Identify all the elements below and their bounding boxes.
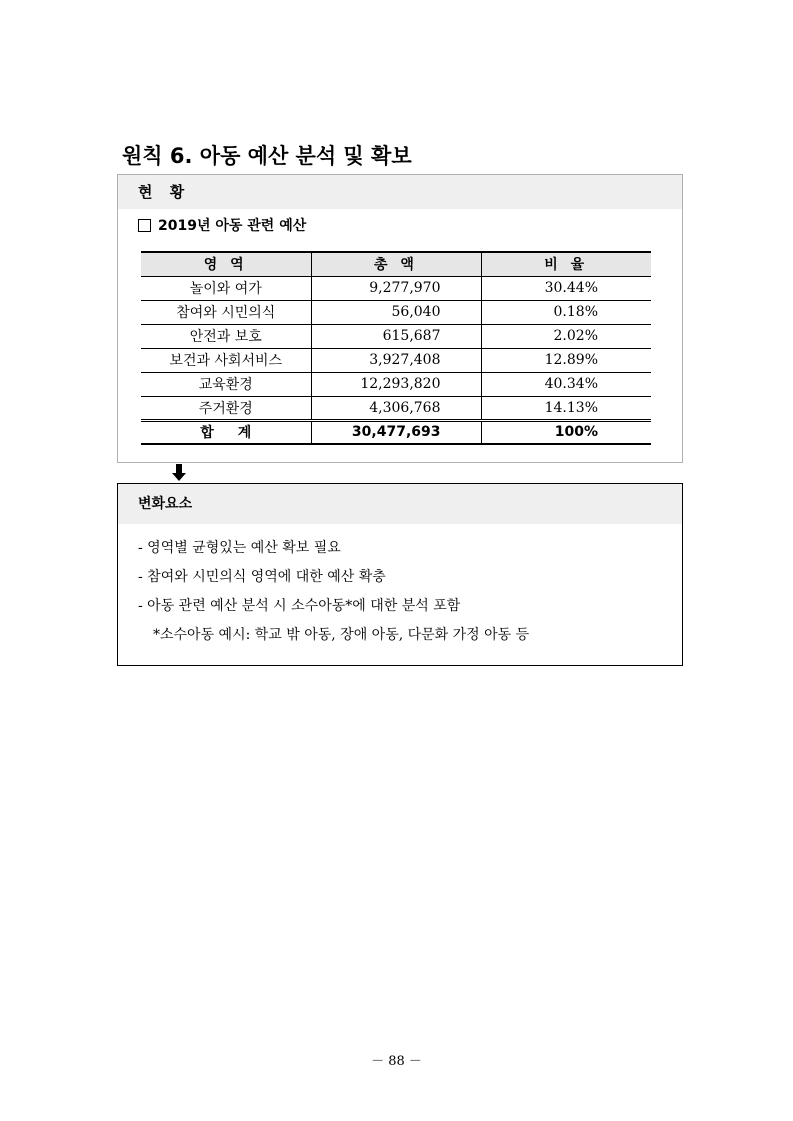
row-ratio: 14.13%: [481, 396, 651, 420]
list-item: - 영역별 균형있는 예산 확보 필요: [138, 540, 341, 556]
change-heading: 변화요소: [118, 484, 682, 524]
arrow-down-icon: [172, 464, 186, 482]
table-row: [141, 396, 651, 420]
row-amount: 56,040: [311, 300, 481, 324]
page-title: 원칙 6. 아동 예산 분석 및 확보: [122, 144, 412, 168]
table-row: [141, 276, 651, 300]
header-ratio: 비 율: [481, 252, 651, 276]
row-area: 보건과 사회서비스: [141, 348, 311, 372]
header-area: 영 역: [141, 252, 311, 276]
total-label: 합계: [141, 420, 311, 444]
total-amount: 30,477,693: [311, 420, 481, 444]
header-amount: 총 액: [311, 252, 481, 276]
row-area: 주거환경: [141, 396, 311, 420]
row-area: 참여와 시민의식: [141, 300, 311, 324]
subheading-text: 2019년 아동 관련 예산: [158, 218, 307, 234]
change-box: [117, 483, 683, 666]
row-ratio: 12.89%: [481, 348, 651, 372]
budget-subheading: [138, 215, 306, 235]
status-heading: 현 황: [118, 175, 682, 209]
list-item: - 참여와 시민의식 영역에 대한 예산 확충: [138, 569, 386, 585]
row-amount: 12,293,820: [311, 372, 481, 396]
row-ratio: 30.44%: [481, 276, 651, 300]
table-header-row: [141, 252, 651, 276]
table-total-row: [141, 420, 651, 444]
table-row: [141, 300, 651, 324]
row-ratio: 2.02%: [481, 324, 651, 348]
row-amount: 3,927,408: [311, 348, 481, 372]
row-area: 교육환경: [141, 372, 311, 396]
row-amount: 4,306,768: [311, 396, 481, 420]
table-row: [141, 324, 651, 348]
row-ratio: 40.34%: [481, 372, 651, 396]
checkbox-icon: [138, 219, 151, 232]
total-ratio: 100%: [481, 420, 651, 444]
status-box: [117, 174, 683, 463]
row-area: 놀이와 여가: [141, 276, 311, 300]
change-list: [138, 534, 529, 650]
row-amount: 9,277,970: [311, 276, 481, 300]
row-amount: 615,687: [311, 324, 481, 348]
budget-table: [141, 251, 651, 445]
table-row: [141, 372, 651, 396]
row-area: 안전과 보호: [141, 324, 311, 348]
footnote: *소수아동 예시: 학교 밖 아동, 장애 아동, 다문화 가정 아동 등: [153, 627, 530, 643]
row-ratio: 0.18%: [481, 300, 651, 324]
table-row: [141, 348, 651, 372]
list-item: - 아동 관련 예산 분석 시 소수아동*에 대한 분석 포함: [138, 598, 461, 614]
page-number: － 88 －: [371, 1054, 422, 1069]
